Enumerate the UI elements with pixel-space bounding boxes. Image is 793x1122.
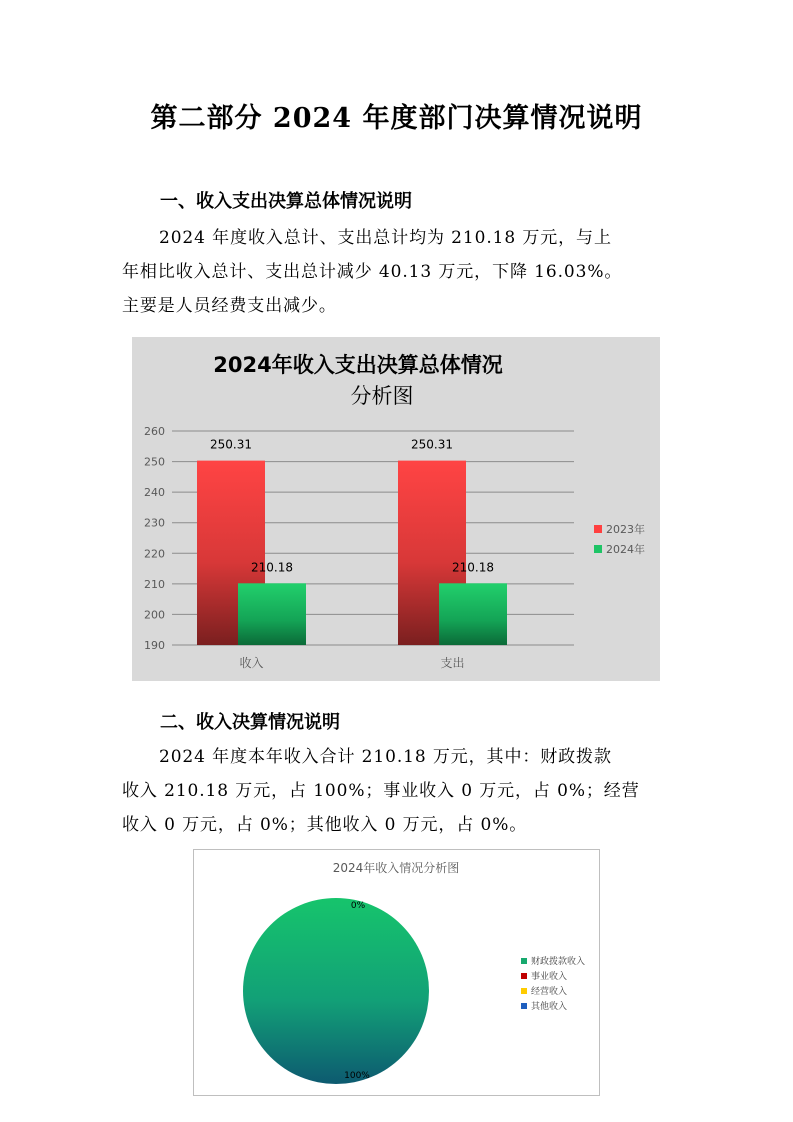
data-label: 250.31 [210, 437, 252, 452]
bar-chart-svg [132, 337, 660, 681]
bar-chart [132, 337, 660, 681]
x-category-label: 支出 [440, 656, 465, 670]
paragraph-overall [122, 221, 677, 323]
data-label: 250.31 [411, 437, 453, 452]
legend-label: 2024年 [606, 543, 645, 556]
section-heading-income: 二、收入决算情况说明 [160, 712, 340, 733]
legend-swatch [594, 525, 602, 533]
bar-chart-title-line2: 分析图 [350, 384, 414, 408]
page-title: 第二部分 2024 年度部门决算情况说明 [150, 103, 643, 134]
paragraph-line: 2024 年度收入总计、支出总计均为 210.18 万元，与上 [159, 228, 612, 248]
legend-swatch [594, 545, 602, 553]
pie-chart-svg [194, 850, 599, 1095]
y-tick-label: 250 [144, 455, 165, 469]
y-tick-label: 210 [144, 577, 165, 591]
y-tick-label: 190 [144, 639, 165, 652]
data-label: 210.18 [452, 560, 494, 575]
y-tick-label: 220 [144, 547, 165, 561]
paragraph-line: 收入 210.18 万元，占 100%；事业收入 0 万元，占 0%；经营 [122, 781, 640, 801]
paragraph-income [122, 740, 677, 842]
y-tick-label: 260 [144, 425, 165, 438]
legend-swatch [521, 988, 527, 994]
pie-slice [243, 898, 429, 1084]
paragraph-line: 年相比收入总计、支出总计减少 40.13 万元，下降 16.03%。 [122, 262, 623, 282]
legend-label: 其他收入 [531, 1002, 568, 1012]
legend-swatch [521, 1003, 527, 1009]
bar [439, 583, 507, 645]
paragraph-line: 2024 年度本年收入合计 210.18 万元，其中：财政拨款 [159, 747, 612, 767]
bar [238, 583, 306, 645]
data-label: 210.18 [251, 560, 293, 575]
legend-label: 2023年 [606, 523, 645, 536]
legend-swatch [521, 958, 527, 964]
paragraph-line: 主要是人员经费支出减少。 [122, 296, 337, 316]
x-category-label: 收入 [239, 656, 264, 670]
pie-chart-title: 2024年收入情况分析图 [332, 861, 460, 875]
legend-label: 经营收入 [531, 987, 568, 997]
legend-label: 事业收入 [531, 972, 568, 982]
pie-data-label: 0% [350, 901, 366, 911]
pie-data-label: 100% [344, 1071, 370, 1081]
legend-label: 财政拨款收入 [531, 957, 586, 967]
legend-swatch [521, 973, 527, 979]
pie-chart [193, 849, 600, 1096]
section-heading-overall: 一、收入支出决算总体情况说明 [160, 191, 412, 212]
y-tick-label: 230 [144, 516, 165, 530]
y-tick-label: 240 [144, 486, 165, 500]
bar-chart-title-line1: 2024年收入支出决算总体情况 [213, 353, 503, 377]
y-tick-label: 200 [144, 608, 165, 622]
paragraph-line: 收入 0 万元，占 0%；其他收入 0 万元，占 0%。 [122, 815, 528, 835]
